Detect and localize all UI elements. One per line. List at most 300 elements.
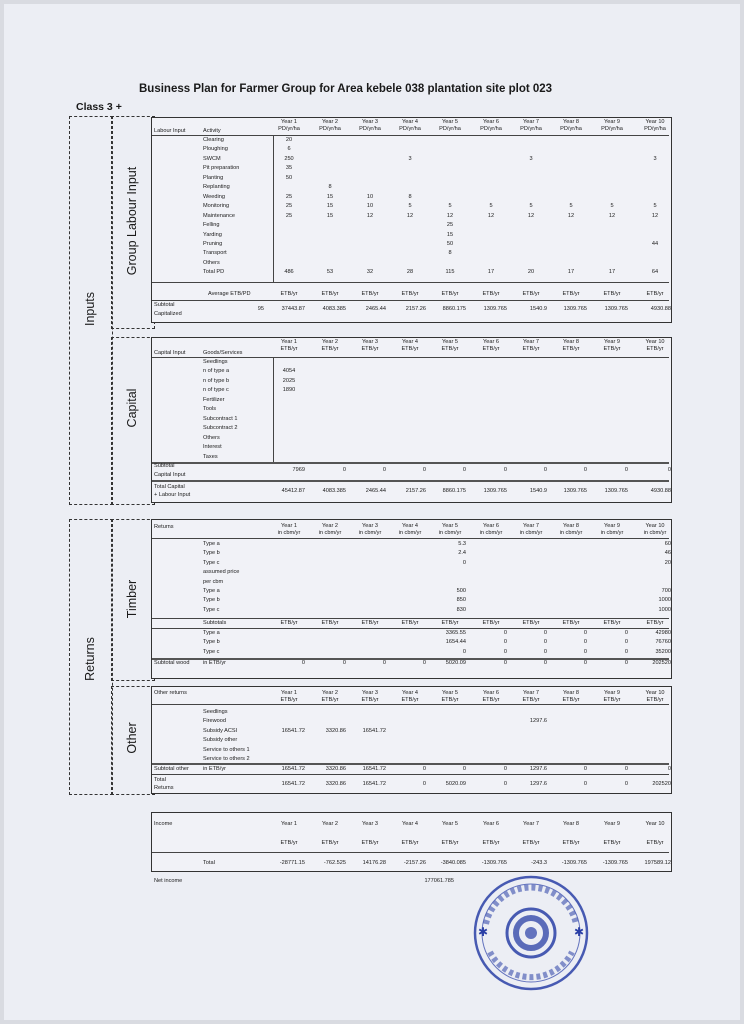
timber-subtotal-y7: 0 [543, 660, 547, 666]
income-total-y10: 197589.12 [644, 860, 671, 866]
labour-row-8-y4: 12 [406, 212, 414, 219]
capital-total-y5: 8860.175 [442, 488, 466, 494]
unit-label: ETB/yr [321, 346, 339, 352]
labour-row-8-y9: 12 [608, 212, 616, 219]
timber-row-label: Type b [203, 550, 220, 557]
capital-total-y3: 2465.44 [365, 488, 386, 494]
labour-row-label: Transport [203, 250, 227, 257]
year-label: Year 1 [281, 523, 297, 529]
timber-subtotals-label: Subtotals [203, 620, 227, 626]
other-header-year-2 [321, 690, 338, 704]
unit-label: in cbm/yr [277, 530, 301, 536]
other-total-y5: 5020.09 [445, 781, 466, 787]
year-label: Year 8 [563, 119, 579, 125]
labour-row-2-y1: 250 [284, 155, 294, 162]
capital-header-rule [152, 357, 669, 358]
page-title: Business Plan for Farmer Group for Area kebele 038 plantation site plot 023 [139, 83, 553, 95]
unit-label: ETB/yr [280, 697, 298, 703]
capital-subtotal-y9: 0 [624, 467, 628, 473]
timber-value-row-2-y10: 35200 [655, 648, 671, 655]
timber-value-row-1-y9: 0 [624, 639, 628, 646]
unit-label: in cbm/yr [438, 530, 462, 536]
inputs-label: Inputs [83, 291, 97, 327]
capital-divider [273, 358, 274, 464]
capital-label: Capital [125, 388, 139, 428]
year-label: Year 2 [322, 339, 338, 345]
year-label: Year 5 [442, 523, 458, 529]
labour-etb-unit-3: ETB/yr [361, 291, 379, 297]
capital-total-y7: 1540.9 [529, 488, 547, 494]
timber-subtotal-y2: 0 [342, 660, 346, 666]
labour-row-7-y4: 5 [408, 203, 412, 210]
income-total-y9: -1309.765 [602, 860, 628, 866]
labour-row-14-y5: 115 [445, 269, 455, 276]
other-header-year-5 [441, 690, 458, 704]
year-label: Year 4 [402, 119, 418, 125]
other-total-y6: 0 [503, 781, 507, 787]
capital-header-year-7 [522, 339, 539, 353]
labour-row-label: Replanting [203, 184, 230, 191]
timber-etb-unit-8: ETB/yr [562, 620, 580, 626]
year-label: Year 8 [563, 339, 579, 345]
capital-subtotal-y1: 7969 [292, 467, 305, 473]
labour-row-label: Felling [203, 222, 220, 229]
timber-value-row-1-y7: 0 [543, 639, 547, 646]
other-subtotal-unit: in ETB/yr [203, 766, 227, 772]
capital-row-value: 4054 [282, 368, 296, 375]
other-total-label-1: Total [154, 777, 166, 783]
other-subtotal-y2: 3320.86 [325, 766, 346, 772]
capital-total-rule [152, 480, 669, 482]
other-row-2-y1: 16541.72 [281, 727, 305, 734]
other-total-label-2: Returns [154, 785, 174, 791]
year-label: Year 9 [604, 690, 620, 696]
year-label: Year 6 [483, 339, 499, 345]
labour-row-12-y5: 8 [448, 250, 452, 257]
capital-col1: Capital Input [154, 350, 186, 356]
labour-row-7-y1: 25 [285, 203, 293, 210]
labour-row-11-y10: 44 [651, 240, 659, 247]
capital-header-year-8 [562, 339, 579, 353]
labour-row-label: Total PD [203, 269, 225, 276]
other-total-y4: 0 [422, 781, 426, 787]
other-total-y1: 16541.72 [281, 781, 305, 787]
capital-total-y2: 4083.385 [322, 488, 346, 494]
capital-header-year-9 [603, 339, 620, 353]
other-total-y2: 3320.86 [325, 781, 346, 787]
year-label: Year 4 [402, 339, 418, 345]
unit-label: PD/yr/ha [278, 126, 300, 132]
timber-etb-unit-3: ETB/yr [361, 620, 379, 626]
other-header-year-7 [522, 690, 539, 704]
official-stamp [472, 874, 590, 992]
other-total-y9: 0 [624, 781, 628, 787]
labour-total-rule [152, 282, 669, 283]
labour-subtotal-y9: 1309.765 [604, 306, 628, 312]
year-label: Year 9 [604, 339, 620, 345]
unit-label: in cbm/yr [318, 530, 342, 536]
labour-row-7-y8: 5 [569, 203, 573, 210]
labour-etb-unit-2: ETB/yr [321, 291, 339, 297]
timber-row-6-y5: 850 [456, 597, 466, 604]
year-label: Year 2 [322, 119, 338, 125]
timber-etb-unit-4: ETB/yr [401, 620, 419, 626]
labour-row-6-y3: 10 [366, 193, 374, 200]
labour-row-14-y3: 32 [366, 269, 374, 276]
other-row-label: Service to others 1 [203, 746, 250, 753]
other-total-y7: 1297.6 [529, 781, 547, 787]
year-label: Year 6 [483, 119, 499, 125]
year-label: Year 9 [604, 523, 620, 529]
unit-label: PD/yr/ha [601, 126, 623, 132]
unit-label: PD/yr/ha [520, 126, 542, 132]
year-label: Year 2 [322, 690, 338, 696]
unit-label: ETB/yr [401, 697, 419, 703]
capital-total-label-2: + Labour Input [154, 492, 191, 498]
timber-row-5-y5: 500 [456, 588, 466, 594]
capital-subtotal-y3: 0 [382, 467, 386, 473]
other-header-year-4 [401, 690, 418, 704]
unit-label: PD/yr/ha [399, 126, 421, 132]
income-total-y7: -243.3 [531, 860, 547, 866]
income-unit-7: ETB/yr [522, 840, 540, 846]
capital-header-year-6 [482, 339, 499, 353]
unit-label: in cbm/yr [358, 530, 382, 536]
capital-header-year-4 [401, 339, 418, 353]
labour-row-7-y9: 5 [610, 203, 614, 210]
other-row-label: Seedlings [203, 709, 228, 715]
other-row-label: Service to others 2 [203, 756, 250, 763]
labour-avg-value: 95 [257, 306, 264, 312]
labour-col1: Labour Input [154, 128, 186, 134]
capital-subtotal-label-2: Capital Input [154, 472, 186, 478]
labour-header-year-5 [439, 119, 461, 133]
labour-header-year-4 [399, 119, 421, 133]
timber-row-1-y5: 2.4 [458, 550, 466, 557]
timber-row-6-y10: 1000 [658, 597, 671, 604]
unit-label: in cbm/yr [479, 530, 503, 536]
labour-row-8-y5: 12 [446, 212, 454, 219]
timber-header-year-8 [560, 523, 583, 537]
unit-label: in cbm/yr [519, 530, 543, 536]
capital-total-label-1: Total Capital [154, 484, 185, 490]
unit-label: ETB/yr [603, 697, 621, 703]
year-label: Year 2 [322, 523, 338, 529]
timber-value-label: Type c [203, 648, 220, 655]
timber-row-label: Type c [203, 606, 220, 613]
capital-subtotal-y2: 0 [342, 467, 346, 473]
other-row-label: Subsidy ACSI [203, 727, 238, 734]
labour-subtotal-y1: 37443.87 [281, 306, 305, 312]
capital-header-year-1 [280, 339, 297, 353]
labour-row-8-y6: 12 [487, 212, 495, 219]
other-header-rule [152, 704, 669, 705]
timber-subtotal-y6: 0 [503, 660, 507, 666]
income-total-y2: -762.525 [323, 860, 346, 866]
year-label: Year 7 [523, 339, 539, 345]
timber-subtotal-y1: 0 [301, 660, 305, 666]
capital-total-y10: 4930.88 [650, 488, 671, 494]
unit-label: ETB/yr [441, 697, 459, 703]
unit-label: ETB/yr [562, 697, 580, 703]
unit-label: ETB/yr [646, 346, 664, 352]
labour-row-14-y10: 64 [651, 269, 659, 276]
labour-row-8-y7: 12 [527, 212, 535, 219]
labour-row-7-y6: 5 [489, 203, 493, 210]
labour-row-label: Weeding [203, 193, 225, 200]
unit-label: PD/yr/ha [439, 126, 461, 132]
labour-avg-label: Average ETB/PD [208, 291, 251, 297]
timber-value-row-2-y8: 0 [583, 648, 587, 655]
other-subtotal-y9: 0 [624, 766, 628, 772]
timber-row-label: per cbm [203, 578, 224, 585]
year-label: Year 3 [362, 523, 378, 529]
income-unit-10: ETB/yr [646, 840, 664, 846]
capital-row-label: Fertilizer [203, 396, 225, 403]
labour-subtotal-y8: 1309.765 [563, 306, 587, 312]
unit-label: ETB/yr [401, 346, 419, 352]
income-year-10: Year 10 [645, 821, 665, 827]
year-label: Year 7 [523, 523, 539, 529]
unit-label: ETB/yr [522, 697, 540, 703]
net-income-label: Net income [154, 878, 183, 884]
labour-header-year-1 [278, 119, 300, 133]
capital-header-year-10 [645, 339, 664, 353]
timber-etb-unit-1: ETB/yr [280, 620, 298, 626]
income-total-y3: 14176.28 [362, 860, 386, 866]
labour-row-6-y1: 25 [285, 193, 293, 200]
timber-row-2-y10: 20 [664, 559, 671, 566]
timber-value-row-1-y6: 0 [503, 639, 507, 646]
other-header-year-3 [361, 690, 378, 704]
labour-row-label: Ploughing [203, 146, 228, 153]
labour-etb-unit-5: ETB/yr [441, 291, 459, 297]
timber-table [151, 519, 672, 679]
year-label: Year 4 [402, 690, 418, 696]
unit-label: PD/yr/ha [319, 126, 341, 132]
year-label: Year 7 [523, 690, 539, 696]
other-subtotal-y6: 0 [503, 766, 507, 772]
labour-row-14-y8: 17 [567, 269, 575, 276]
income-unit-1: ETB/yr [280, 840, 298, 846]
unit-label: ETB/yr [482, 346, 500, 352]
returns-label: Returns [83, 637, 97, 681]
income-year-6: Year 6 [483, 821, 499, 827]
other-row-1-y7: 1297.6 [529, 718, 547, 725]
capital-total-y9: 1309.765 [604, 488, 628, 494]
other-header-year-1 [280, 690, 297, 704]
unit-label: ETB/yr [321, 697, 339, 703]
capital-header-year-3 [361, 339, 378, 353]
capital-row-label: Tools [203, 406, 217, 413]
income-year-2: Year 2 [322, 821, 338, 827]
other-subtotal-y1: 16541.72 [281, 766, 305, 772]
capital-total-y6: 1309.765 [483, 488, 507, 494]
timber-value-row-1-y10: 76760 [655, 639, 671, 646]
labour-row-11-y5: 50 [446, 240, 454, 247]
capital-row-label: Others [203, 434, 220, 441]
year-label: Year 10 [645, 339, 665, 345]
other-total-y8: 0 [583, 781, 587, 787]
income-year-3: Year 3 [362, 821, 378, 827]
labour-row-2-y4: 3 [408, 155, 412, 162]
timber-etb-unit-5: ETB/yr [441, 620, 459, 626]
timber-subtotal-y4: 0 [422, 660, 426, 666]
labour-header-year-7 [520, 119, 542, 133]
labour-row-14-y6: 17 [487, 269, 495, 276]
other-total-y3: 16541.72 [362, 781, 386, 787]
capital-row-label: Taxes [203, 453, 218, 460]
capital-row-value: 2025 [282, 377, 296, 384]
labour-subtotal-y4: 2157.26 [405, 306, 426, 312]
other-subtotal-y3: 16541.72 [362, 766, 386, 772]
labour-header-year-2 [319, 119, 341, 133]
class-label: Class 3 + [76, 101, 122, 113]
timber-row-1-y10: 46 [664, 550, 671, 557]
income-year-9: Year 9 [604, 821, 620, 827]
income-year-1: Year 1 [281, 821, 297, 827]
labour-etb-unit-1: ETB/yr [280, 291, 298, 297]
unit-label: ETB/yr [522, 346, 540, 352]
labour-etb-unit-10: ETB/yr [646, 291, 664, 297]
other-header-year-8 [562, 690, 579, 704]
other-subtotal-label: Subtotal other [154, 766, 189, 772]
labour-subtotal-y7: 1540.9 [529, 306, 547, 312]
labour-row-4-y1: 50 [285, 174, 293, 181]
capital-row-label: n of type c [203, 387, 229, 394]
capital-subtotal-y4: 0 [422, 467, 426, 473]
unit-label: ETB/yr [482, 697, 500, 703]
unit-label: ETB/yr [562, 346, 580, 352]
labour-etb-unit-7: ETB/yr [522, 291, 540, 297]
labour-subtotal-label-2: Capitalized [154, 311, 182, 317]
capital-subtotal-y5: 0 [462, 467, 466, 473]
unit-label: ETB/yr [441, 346, 459, 352]
year-label: Year 8 [563, 523, 579, 529]
year-label: Year 8 [563, 690, 579, 696]
unit-label: in cbm/yr [398, 530, 422, 536]
capital-total-y1: 45412.87 [281, 488, 305, 494]
group-labour-label: Group Labour Input [125, 166, 139, 276]
timber-header-year-1 [278, 523, 301, 537]
year-label: Year 4 [402, 523, 418, 529]
timber-value-label: Type a [203, 630, 220, 636]
labour-row-8-y1: 25 [285, 212, 293, 219]
labour-row-label: SWCM [203, 155, 221, 162]
labour-row-2-y7: 3 [529, 155, 533, 162]
unit-label: in cbm/yr [600, 530, 624, 536]
other-header-year-10 [645, 690, 664, 704]
timber-row-0-y5: 5.3 [458, 541, 466, 547]
timber-value-row-2-y6: 0 [503, 648, 507, 655]
labour-row-7-y7: 5 [529, 203, 533, 210]
year-label: Year 10 [645, 690, 665, 696]
income-unit-3: ETB/yr [361, 840, 379, 846]
income-unit-4: ETB/yr [401, 840, 419, 846]
capital-row-label: Subcontract 1 [203, 415, 238, 422]
labour-row-14-y2: 53 [326, 269, 334, 276]
labour-header-year-9 [601, 119, 623, 133]
labour-subtotal-y10: 4930.88 [650, 306, 671, 312]
timber-value-row-2-y7: 0 [543, 648, 547, 655]
timber-header-year-10 [644, 523, 667, 537]
year-label: Year 7 [523, 119, 539, 125]
other-subtotal-y7: 1297.6 [529, 766, 547, 772]
labour-row-label: Planting [203, 174, 224, 181]
labour-subtotal-rule [152, 300, 669, 301]
timber-header-year-2 [319, 523, 342, 537]
timber-row-2-y5: 0 [462, 559, 466, 566]
labour-subtotal-label-1: Subtotal [154, 302, 175, 308]
labour-row-8-y2: 15 [326, 212, 334, 219]
timber-value-row-0-y6: 0 [503, 630, 507, 636]
labour-row-label: Pruning [203, 240, 223, 247]
other-total-y10: 202520 [652, 781, 671, 787]
timber-subtotal-y10: 202520 [652, 660, 671, 666]
other-subtotal-y5: 0 [462, 766, 466, 772]
income-total-y8: -1309.765 [561, 860, 587, 866]
labour-row-14-y4: 28 [406, 269, 414, 276]
income-total-label: Total [203, 860, 215, 866]
net-income-value: 177061.785 [424, 878, 454, 884]
year-label: Year 6 [483, 523, 499, 529]
income-total-y4: -2157.26 [403, 860, 426, 866]
timber-etb-unit-10: ETB/yr [646, 620, 664, 626]
labour-subtotal-y6: 1309.765 [483, 306, 507, 312]
timber-value-row-2-y9: 0 [624, 648, 628, 655]
timber-subtotal-y3: 0 [382, 660, 386, 666]
labour-divider [273, 136, 274, 282]
labour-etb-unit-9: ETB/yr [603, 291, 621, 297]
capital-subtotal-label-1: Subtotal [154, 463, 175, 469]
year-label: Year 1 [281, 119, 297, 125]
unit-label: ETB/yr [603, 346, 621, 352]
labour-row-label: Maintenance [203, 212, 236, 219]
document-page [4, 4, 740, 1020]
labour-row-label: Clearing [203, 137, 224, 143]
year-label: Year 5 [442, 690, 458, 696]
unit-label: PD/yr/ha [359, 126, 381, 132]
labour-row-label: Pit preparation [203, 165, 240, 172]
labour-row-1-y1: 6 [287, 146, 291, 153]
income-rule [152, 852, 669, 853]
timber-value-row-0-y10: 42980 [655, 630, 671, 636]
labour-col2: Activity [203, 128, 221, 134]
capital-row-label: n of type a [203, 368, 230, 375]
unit-label: PD/yr/ha [560, 126, 582, 132]
labour-header-year-3 [359, 119, 381, 133]
capital-col2: Goods/Services [203, 350, 243, 356]
timber-row-label: Type a [203, 588, 220, 594]
unit-label: in cbm/yr [559, 530, 583, 536]
timber-value-label: Type b [203, 639, 220, 646]
timber-subtotal-y8: 0 [583, 660, 587, 666]
timber-value-row-0-y7: 0 [543, 630, 547, 636]
labour-header-rule [152, 135, 669, 136]
capital-row-label: Interest [203, 444, 222, 451]
timber-row-label: Type c [203, 559, 220, 566]
timber-header-year-5 [439, 523, 462, 537]
unit-label: PD/yr/ha [644, 126, 666, 132]
labour-row-0-y1: 20 [285, 137, 293, 143]
income-unit-9: ETB/yr [603, 840, 621, 846]
timber-row-7-y5: 830 [456, 606, 466, 613]
capital-header-year-5 [441, 339, 458, 353]
labour-etb-unit-6: ETB/yr [482, 291, 500, 297]
other-header-year-6 [482, 690, 499, 704]
labour-row-3-y1: 35 [285, 165, 293, 172]
capital-subtotal-y6: 0 [503, 467, 507, 473]
